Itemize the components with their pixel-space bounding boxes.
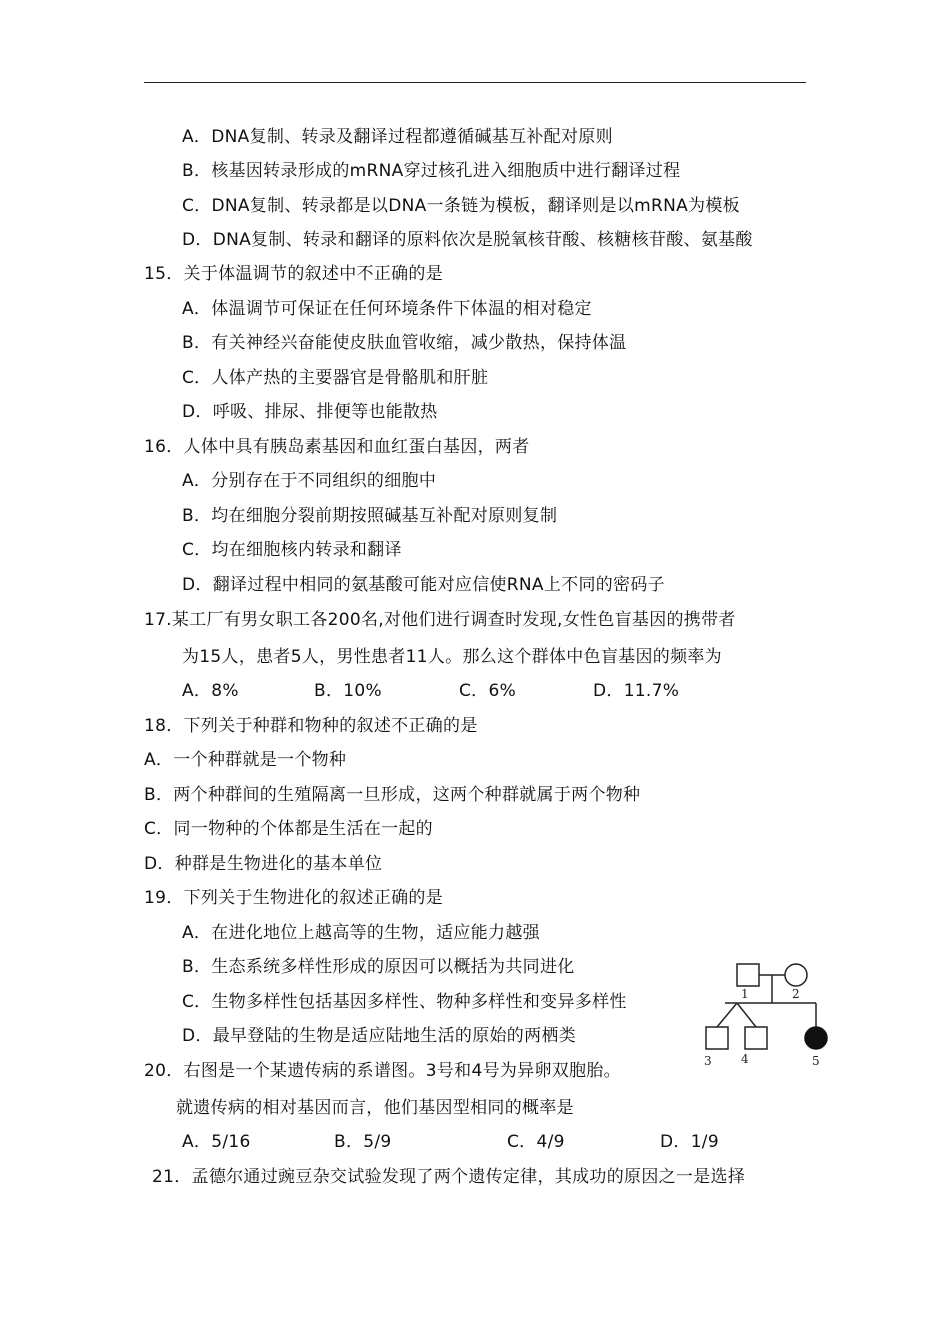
q16-option-c: C．均在细胞核内转录和翻译 — [182, 540, 402, 560]
pedigree-twin-line-4 — [737, 1003, 756, 1027]
pedigree-female-2 — [785, 964, 807, 986]
q14-option-a: A．DNA复制、转录及翻译过程都遵循碱基互补配对原则 — [182, 127, 613, 147]
q20-option-d: D．1/9 — [660, 1132, 719, 1152]
q17-option-b: B．10% — [314, 681, 382, 701]
pedigree-label-1: 1 — [741, 987, 749, 1001]
pedigree-male-3 — [706, 1027, 728, 1049]
q16-option-b: B．均在细胞分裂前期按照碱基互补配对原则复制 — [182, 506, 558, 526]
q15-option-b: B．有关神经兴奋能使皮肤血管收缩，减少散热，保持体温 — [182, 333, 627, 353]
q21-stem: 21．孟德尔通过豌豆杂交试验发现了两个遗传定律，其成功的原因之一是选择 — [152, 1167, 746, 1187]
q15-option-c: C．人体产热的主要器官是骨骼肌和肝脏 — [182, 368, 489, 388]
pedigree-label-3: 3 — [704, 1054, 712, 1068]
pedigree-label-4: 4 — [741, 1052, 749, 1066]
q19-option-a: A．在进化地位上越高等的生物，适应能力越强 — [182, 923, 540, 943]
q18-option-a: A．一个种群就是一个物种 — [144, 750, 347, 770]
pedigree-male-4 — [745, 1027, 767, 1049]
q18-stem: 18．下列关于种群和物种的叙述不正确的是 — [144, 716, 478, 736]
q14-option-d: D．DNA复制、转录和翻译的原料依次是脱氧核苷酸、核糖核苷酸、氨基酸 — [182, 230, 753, 250]
pedigree-diagram — [690, 955, 840, 1075]
q15-option-d: D．呼吸、排尿、排便等也能散热 — [182, 402, 438, 422]
q15-option-a: A．体温调节可保证在任何环境条件下体温的相对稳定 — [182, 299, 592, 319]
q18-option-b: B．两个种群间的生殖隔离一旦形成，这两个种群就属于两个物种 — [144, 785, 641, 805]
q19-option-d: D．最早登陆的生物是适应陆地生活的原始的两栖类 — [182, 1026, 576, 1046]
header-rule — [144, 82, 806, 83]
q19-option-b: B．生态系统多样性形成的原因可以概括为共同进化 — [182, 957, 575, 977]
q20-option-c: C．4/9 — [507, 1132, 565, 1152]
q19-option-c: C．生物多样性包括基因多样性、物种多样性和变异多样性 — [182, 992, 627, 1012]
pedigree-affected-female-5 — [805, 1027, 827, 1049]
pedigree-label-5: 5 — [812, 1054, 820, 1068]
q16-option-a: A．分别存在于不同组织的细胞中 — [182, 471, 437, 491]
q17-option-a: A．8% — [182, 681, 239, 701]
pedigree-twin-line-3 — [717, 1003, 737, 1027]
q18-option-d: D．种群是生物进化的基本单位 — [144, 854, 383, 874]
q16-stem: 16．人体中具有胰岛素基因和血红蛋白基因，两者 — [144, 437, 530, 457]
q20-option-a: A．5/16 — [182, 1132, 251, 1152]
q17-stem-line2: 为15人，患者5人，男性患者11人。那么这个群体中色盲基因的频率为 — [182, 647, 722, 667]
q17-stem-line1: 17.某工厂有男女职工各200名,对他们进行调查时发现,女性色盲基因的携带者 — [144, 610, 736, 630]
q19-stem: 19．下列关于生物进化的叙述正确的是 — [144, 888, 444, 908]
q14-option-b: B．核基因转录形成的mRNA穿过核孔进入细胞质中进行翻译过程 — [182, 161, 681, 181]
q20-option-b: B．5/9 — [334, 1132, 392, 1152]
q15-stem: 15．关于体温调节的叙述中不正确的是 — [144, 264, 444, 284]
q20-stem-line1: 20．右图是一个某遗传病的系谱图。3号和4号为异卵双胞胎。 — [144, 1061, 621, 1081]
q17-option-c: C．6% — [459, 681, 517, 701]
pedigree-male-1 — [737, 964, 759, 986]
q14-option-c: C．DNA复制、转录都是以DNA一条链为模板，翻译则是以mRNA为模板 — [182, 196, 740, 216]
q20-stem-line2: 就遗传病的相对基因而言，他们基因型相同的概率是 — [176, 1098, 574, 1118]
q18-option-c: C．同一物种的个体都是生活在一起的 — [144, 819, 433, 839]
q17-option-d: D．11.7% — [593, 681, 680, 701]
pedigree-label-2: 2 — [792, 987, 800, 1001]
q16-option-d: D．翻译过程中相同的氨基酸可能对应信使RNA上不同的密码子 — [182, 575, 665, 595]
